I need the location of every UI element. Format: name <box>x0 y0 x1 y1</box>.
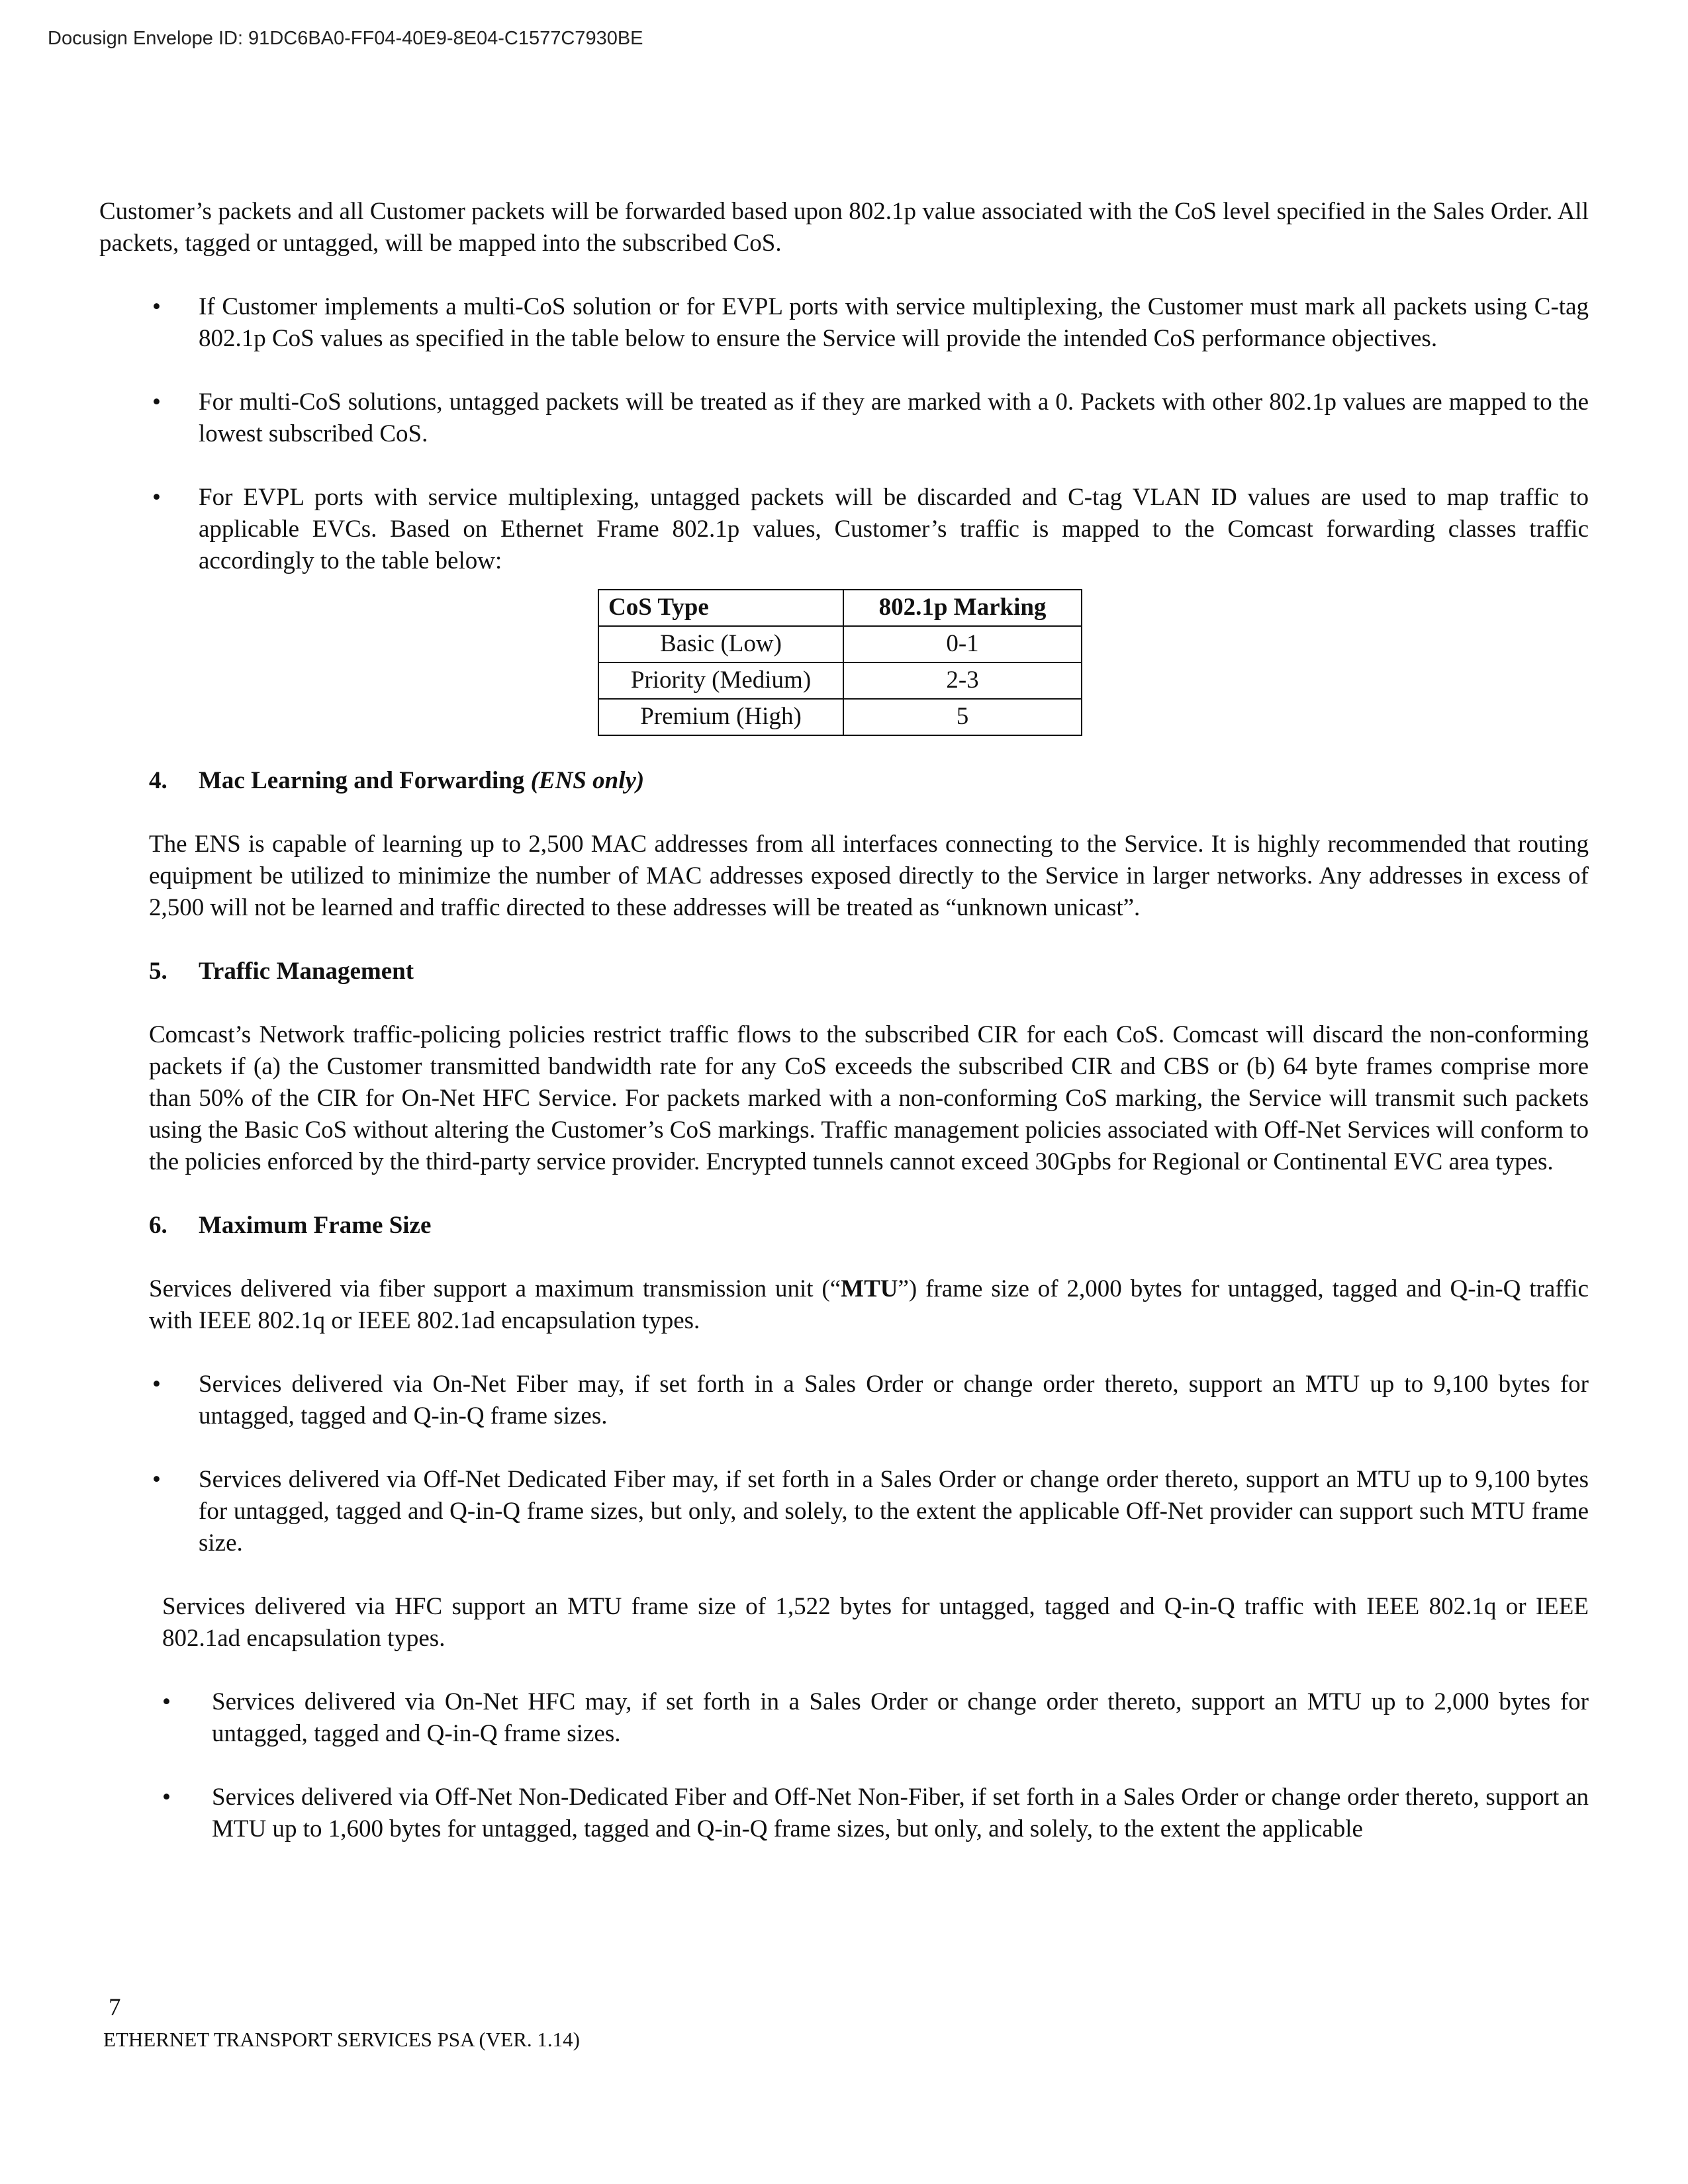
bullet-text-content: Services delivered via On-Net HFC may, if set forth in a Sales Order or change order thereto, support an MTU up to 2,000 bytes for untagged, tagged and Q-in-Q frame sizes. <box>212 1688 1589 1747</box>
table-cell: 0-1 <box>843 626 1082 662</box>
fiber-mtu-paragraph <box>99 1273 1589 1337</box>
bullet-icon: • <box>162 1784 171 1811</box>
section-title: Traffic Management <box>199 958 414 985</box>
bullet-text <box>212 1686 1589 1750</box>
bullet-text: If Customer implements a multi-CoS solution or for EVPL ports with service multiplexing, the Customer must mark all packets using C-tag 802.1p CoS values as specified in the table below to ensure the Service will provide the intended CoS performance objectives. <box>199 293 1589 352</box>
table-row <box>598 662 1082 699</box>
table-row <box>598 699 1082 735</box>
bullet-text: For EVPL ports with service multiplexing, untagged packets will be discarded and C-tag VLAN ID values are used to map traffic to applicable EVCs. Based on Ethernet Frame 802.1p values, Customer’s traffic is mapped to the Comcast forwarding classes traffic accordingly to the table below: <box>199 484 1589 574</box>
bullet-text: Services delivered via Off-Net Dedicated Fiber may, if set forth in a Sales Order or change order thereto, support an MTU up to 9,100 bytes for untagged, tagged and Q-in-Q frame sizes, but only, and solely, to the extent the applicable Off-Net provider can support such MTU frame size. <box>199 1466 1589 1557</box>
intro-paragraph: Customer’s packets and all Customer packets will be forwarded based upon 802.1p value associated with the CoS level specified in the Sales Order. All packets, tagged or untagged, will be mapped into the subscribed CoS. <box>99 198 1589 257</box>
list-item <box>99 291 1589 355</box>
section-number: 5. <box>149 958 167 985</box>
bullet-icon: • <box>152 1466 161 1493</box>
mtu-defined-term: MTU <box>841 1275 898 1302</box>
bullet-text: Services delivered via On-Net Fiber may, if set forth in a Sales Order or change order thereto, support an MTU up to 9,100 bytes for untagged, tagged and Q-in-Q frame sizes. <box>199 1371 1589 1430</box>
fiber-intro-text-cont: ”) frame size of 2,000 bytes for untagged, tagged and Q-in-Q traffic with IEEE 802.1q or IEEE 802.1ad encapsulation types. <box>149 1275 1589 1334</box>
table-cell: Priority (Medium) <box>598 662 843 699</box>
fiber-bullet-list <box>99 1369 1589 1559</box>
page-number: 7 <box>109 1994 121 2021</box>
table-row <box>598 626 1082 662</box>
bullet-icon: • <box>162 1688 171 1715</box>
cos-bullet-list <box>99 291 1589 577</box>
bullet-icon: • <box>152 293 161 320</box>
table-header-row <box>598 590 1082 626</box>
column-header-marking: 802.1p Marking <box>843 590 1082 626</box>
table-cell: Premium (High) <box>598 699 843 735</box>
section-title <box>199 765 644 797</box>
section-4-heading <box>99 765 1589 797</box>
hfc-mtu-paragraph: Services delivered via HFC support an MTU frame size of 1,522 bytes for untagged, tagged and Q-in-Q traffic with IEEE 802.1q or IEEE 802.1ad encapsulation types. <box>162 1593 1589 1652</box>
section-title-qualifier: (ENS only) <box>530 767 645 794</box>
list-item <box>99 1369 1589 1432</box>
list-item <box>99 482 1589 577</box>
bullet-icon: • <box>152 388 161 416</box>
list-item <box>99 1686 1589 1750</box>
section-title: Maximum Frame Size <box>199 1212 432 1239</box>
fiber-intro-text: Services delivered via fiber support a maximum transmission unit (“ <box>149 1275 841 1302</box>
hfc-bullet-list <box>99 1686 1589 1845</box>
section-number: 4. <box>149 767 167 794</box>
table-cell: Basic (Low) <box>598 626 843 662</box>
section-5-heading <box>99 956 1589 987</box>
column-header-cos-type: CoS Type <box>598 590 843 626</box>
footer-document-title: ETHERNET TRANSPORT SERVICES PSA (VER. 1.14) <box>103 2028 580 2051</box>
list-item <box>99 1464 1589 1559</box>
bullet-icon: • <box>152 1371 161 1398</box>
cos-marking-table <box>598 589 1082 736</box>
table-cell: 5 <box>843 699 1082 735</box>
section-6-heading <box>99 1210 1589 1242</box>
section-4-body: The ENS is capable of learning up to 2,500 MAC addresses from all interfaces connecting to the Service. It is highly recommended that routing equipment be utilized to minimize the number of MAC addresses exposed directly to the Service in larger networks. Any addresses in excess of 2,500 will not be learned and traffic directed to these addresses will be treated as “unknown unicast”. <box>149 831 1589 921</box>
docusign-envelope-id: Docusign Envelope ID: 91DC6BA0-FF04-40E9-8E04-C1577C7930BE <box>48 28 643 49</box>
bullet-text <box>212 1782 1589 1845</box>
table-cell: 2-3 <box>843 662 1082 699</box>
section-title-text: Mac Learning and Forwarding <box>199 767 525 794</box>
bullet-text-content: Services delivered via Off-Net Non-Dedicated Fiber and Off-Net Non-Fiber, if set forth in a Sales Order or change order thereto, support an MTU up to 1,600 bytes for untagged, tagged and Q-in-Q frame sizes, but only, and solely, to the extent the applicable <box>212 1784 1589 1843</box>
section-number: 6. <box>149 1212 167 1239</box>
section-5-body: Comcast’s Network traffic-policing policies restrict traffic flows to the subscribed CIR for each CoS. Comcast will discard the non-conforming packets if (a) the Customer transmitted bandwidth rate for any CoS exceeds the subscribed CIR and CBS or (b) 64 byte frames comprise more than 50% of the CIR for On-Net HFC Service. For packets marked with a non-conforming CoS marking, the Service will transmit such packets using the Basic CoS without altering the Customer’s CoS markings. Traffic management policies associated with Off-Net Services will conform to the policies enforced by the third-party service provider. Encrypted tunnels cannot exceed 30Gpbs for Regional or Continental EVC area types. <box>149 1021 1589 1175</box>
document-body <box>99 196 1589 1845</box>
bullet-icon: • <box>152 484 161 511</box>
bullet-text: For multi-CoS solutions, untagged packets will be treated as if they are marked with a 0. Packets with other 802.1p values are mapped to the lowest subscribed CoS. <box>199 388 1589 447</box>
list-item <box>99 387 1589 450</box>
list-item <box>99 1782 1589 1845</box>
